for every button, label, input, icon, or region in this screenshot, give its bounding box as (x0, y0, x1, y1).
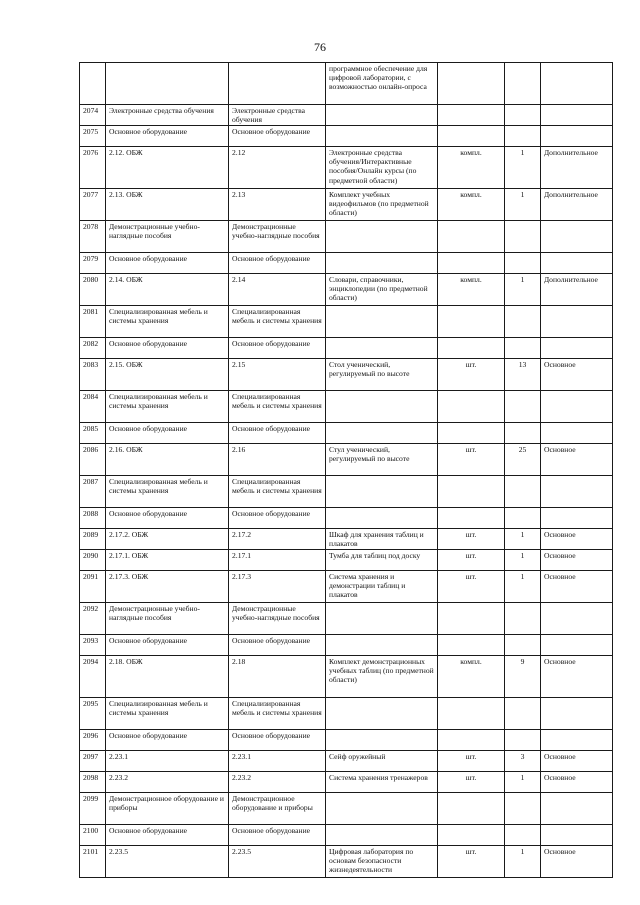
cell-unit (438, 63, 505, 105)
cell-quantity: 13 (505, 359, 541, 391)
cell-code: 2.16 (229, 444, 326, 476)
table-row (80, 751, 613, 772)
cell-quantity (505, 423, 541, 444)
table-row (80, 253, 613, 274)
cell-equipment-type (541, 635, 613, 656)
cell-unit (438, 253, 505, 274)
cell-section-name: Демонстрационное оборудование и приборы (106, 793, 229, 825)
cell-code: 2.17.1 (229, 550, 326, 571)
cell-code: 2.12 (229, 147, 326, 189)
cell-unit: компл. (438, 656, 505, 698)
cell-unit (438, 306, 505, 338)
cell-quantity: 1 (505, 147, 541, 189)
cell-section-name: Основное оборудование (106, 338, 229, 359)
cell-number: 2087 (80, 476, 106, 508)
cell-quantity (505, 221, 541, 253)
cell-section-name: Электронные средства обучения (106, 105, 229, 126)
cell-quantity: 1 (505, 550, 541, 571)
cell-description: Тумба для таблиц под доску (326, 550, 438, 571)
cell-number: 2077 (80, 189, 106, 221)
cell-unit: шт. (438, 444, 505, 476)
cell-unit (438, 793, 505, 825)
cell-code: Основное оборудование (229, 825, 326, 846)
cell-section-name: Основное оборудование (106, 635, 229, 656)
cell-unit (438, 825, 505, 846)
cell-number: 2092 (80, 603, 106, 635)
cell-section-name: Демонстрационные учебно-наглядные пособия (106, 603, 229, 635)
table-row (80, 508, 613, 529)
cell-unit: шт. (438, 550, 505, 571)
cell-equipment-type (541, 126, 613, 147)
cell-quantity (505, 105, 541, 126)
table-row (80, 306, 613, 338)
cell-description (326, 825, 438, 846)
cell-equipment-type: Дополнительное (541, 147, 613, 189)
cell-equipment-type (541, 730, 613, 751)
cell-code: 2.15 (229, 359, 326, 391)
cell-unit (438, 423, 505, 444)
cell-unit (438, 635, 505, 656)
cell-description: Шкаф для хранения таблиц и плакатов (326, 529, 438, 550)
cell-section-name: Демонстрационные учебно-наглядные пособия (106, 221, 229, 253)
cell-section-name: 2.23.2 (106, 772, 229, 793)
cell-equipment-type (541, 253, 613, 274)
cell-equipment-type: Дополнительное (541, 274, 613, 306)
cell-unit: шт. (438, 529, 505, 550)
cell-number: 2074 (80, 105, 106, 126)
cell-code: Основное оборудование (229, 730, 326, 751)
cell-description (326, 423, 438, 444)
cell-section-name: 2.16. ОБЖ (106, 444, 229, 476)
cell-code: 2.23.1 (229, 751, 326, 772)
table-row (80, 126, 613, 147)
cell-equipment-type (541, 306, 613, 338)
cell-description (326, 253, 438, 274)
cell-unit: компл. (438, 274, 505, 306)
cell-code: Основное оборудование (229, 253, 326, 274)
cell-quantity (505, 306, 541, 338)
cell-code: Демонстрационные учебно-наглядные пособия (229, 603, 326, 635)
cell-equipment-type (541, 105, 613, 126)
cell-description: Сейф оружейный (326, 751, 438, 772)
cell-code: 2.17.2 (229, 529, 326, 550)
cell-equipment-type (541, 698, 613, 730)
cell-unit: компл. (438, 189, 505, 221)
table-row (80, 635, 613, 656)
cell-quantity (505, 793, 541, 825)
equipment-table (79, 62, 613, 878)
cell-quantity (505, 391, 541, 423)
cell-equipment-type: Дополнительное (541, 189, 613, 221)
table-row (80, 772, 613, 793)
cell-description (326, 730, 438, 751)
table-row (80, 359, 613, 391)
cell-quantity (505, 63, 541, 105)
cell-quantity: 1 (505, 529, 541, 550)
cell-section-name: 2.14. ОБЖ (106, 274, 229, 306)
cell-code: Специализированная мебель и системы хранения (229, 306, 326, 338)
cell-description (326, 698, 438, 730)
cell-number: 2089 (80, 529, 106, 550)
cell-unit (438, 603, 505, 635)
cell-unit: шт. (438, 571, 505, 603)
table-row (80, 105, 613, 126)
cell-description: Стол ученический, регулируемый по высоте (326, 359, 438, 391)
cell-unit: шт. (438, 751, 505, 772)
cell-code: 2.23.2 (229, 772, 326, 793)
cell-code: 2.17.3 (229, 571, 326, 603)
table-row (80, 147, 613, 189)
cell-code: Электронные средства обучения (229, 105, 326, 126)
cell-quantity (505, 476, 541, 508)
cell-number: 2081 (80, 306, 106, 338)
table-row (80, 825, 613, 846)
cell-section-name: 2.12. ОБЖ (106, 147, 229, 189)
cell-description: Словари, справочники, энциклопедии (по предметной области) (326, 274, 438, 306)
cell-equipment-type (541, 825, 613, 846)
cell-code: Основное оборудование (229, 126, 326, 147)
cell-code: Демонстрационные учебно-наглядные пособия (229, 221, 326, 253)
cell-equipment-type: Основное (541, 571, 613, 603)
cell-number (80, 63, 106, 105)
cell-number: 2079 (80, 253, 106, 274)
cell-equipment-type (541, 508, 613, 529)
cell-section-name: 2.23.5 (106, 846, 229, 878)
cell-description (326, 635, 438, 656)
cell-number: 2088 (80, 508, 106, 529)
cell-section-name: Основное оборудование (106, 730, 229, 751)
cell-section-name: 2.17.1. ОБЖ (106, 550, 229, 571)
cell-number: 2080 (80, 274, 106, 306)
cell-code: 2.13 (229, 189, 326, 221)
cell-unit (438, 476, 505, 508)
cell-description (326, 126, 438, 147)
cell-section-name: 2.13. ОБЖ (106, 189, 229, 221)
cell-quantity: 1 (505, 274, 541, 306)
table-row (80, 529, 613, 550)
cell-number: 2086 (80, 444, 106, 476)
cell-number: 2076 (80, 147, 106, 189)
cell-description (326, 793, 438, 825)
cell-quantity: 3 (505, 751, 541, 772)
cell-quantity (505, 253, 541, 274)
cell-quantity: 1 (505, 189, 541, 221)
cell-unit (438, 508, 505, 529)
cell-quantity (505, 825, 541, 846)
cell-code: Демонстрационное оборудование и приборы (229, 793, 326, 825)
cell-unit: шт. (438, 772, 505, 793)
equipment-table-body (80, 63, 613, 878)
cell-description (326, 221, 438, 253)
cell-equipment-type: Основное (541, 751, 613, 772)
cell-description: Цифровая лаборатория по основам безопасности жизнедеятельности (326, 846, 438, 878)
cell-description: Комплект демонстрационных учебных таблиц (по предметной области) (326, 656, 438, 698)
cell-quantity (505, 635, 541, 656)
cell-number: 2099 (80, 793, 106, 825)
table-row (80, 550, 613, 571)
cell-equipment-type (541, 63, 613, 105)
cell-quantity: 9 (505, 656, 541, 698)
cell-code (229, 63, 326, 105)
cell-quantity: 1 (505, 772, 541, 793)
cell-equipment-type: Основное (541, 444, 613, 476)
cell-section-name: Основное оборудование (106, 253, 229, 274)
table-row (80, 846, 613, 878)
cell-equipment-type (541, 338, 613, 359)
cell-number: 2093 (80, 635, 106, 656)
cell-number: 2084 (80, 391, 106, 423)
cell-code: Специализированная мебель и системы хранения (229, 476, 326, 508)
cell-description: программное обеспечение для цифровой лаборатории, с возможностью онлайн-опроса (326, 63, 438, 105)
cell-equipment-type (541, 423, 613, 444)
cell-quantity: 1 (505, 846, 541, 878)
cell-code: Основное оборудование (229, 423, 326, 444)
table-row (80, 476, 613, 508)
table-row (80, 338, 613, 359)
cell-number: 2085 (80, 423, 106, 444)
cell-section-name: 2.17.2. ОБЖ (106, 529, 229, 550)
cell-number: 2075 (80, 126, 106, 147)
cell-equipment-type (541, 391, 613, 423)
cell-quantity: 25 (505, 444, 541, 476)
table-row (80, 221, 613, 253)
cell-code: 2.23.5 (229, 846, 326, 878)
cell-description (326, 105, 438, 126)
cell-number: 2100 (80, 825, 106, 846)
cell-description: Стул ученический, регулируемый по высоте (326, 444, 438, 476)
cell-equipment-type: Основное (541, 846, 613, 878)
cell-equipment-type: Основное (541, 772, 613, 793)
cell-code: Основное оборудование (229, 508, 326, 529)
cell-quantity: 1 (505, 571, 541, 603)
cell-description: Комплект учебных видеофильмов (по предметной области) (326, 189, 438, 221)
table-row (80, 656, 613, 698)
cell-equipment-type: Основное (541, 656, 613, 698)
cell-unit (438, 698, 505, 730)
cell-unit (438, 126, 505, 147)
cell-section-name: Специализированная мебель и системы хранения (106, 391, 229, 423)
cell-description (326, 508, 438, 529)
cell-unit: шт. (438, 359, 505, 391)
cell-number: 2083 (80, 359, 106, 391)
cell-unit (438, 221, 505, 253)
cell-quantity (505, 730, 541, 751)
cell-number: 2096 (80, 730, 106, 751)
cell-unit (438, 391, 505, 423)
cell-number: 2098 (80, 772, 106, 793)
cell-description (326, 476, 438, 508)
cell-description: Система хранения тренажеров (326, 772, 438, 793)
cell-unit (438, 338, 505, 359)
table-row (80, 63, 613, 105)
cell-section-name: Основное оборудование (106, 126, 229, 147)
cell-number: 2091 (80, 571, 106, 603)
cell-quantity (505, 126, 541, 147)
table-row (80, 698, 613, 730)
cell-equipment-type (541, 476, 613, 508)
page-number: 76 (314, 40, 326, 54)
cell-equipment-type: Основное (541, 359, 613, 391)
table-row (80, 730, 613, 751)
cell-section-name: Специализированная мебель и системы хранения (106, 306, 229, 338)
cell-code: 2.14 (229, 274, 326, 306)
table-row (80, 391, 613, 423)
table-row (80, 274, 613, 306)
table-row (80, 571, 613, 603)
cell-code: Специализированная мебель и системы хранения (229, 391, 326, 423)
cell-equipment-type: Основное (541, 529, 613, 550)
cell-equipment-type (541, 793, 613, 825)
cell-description (326, 306, 438, 338)
cell-section-name: 2.18. ОБЖ (106, 656, 229, 698)
cell-section-name: 2.17.3. ОБЖ (106, 571, 229, 603)
cell-description: Электронные средства обучения/Интерактивные пособия/Онлайн курсы (по предметной области) (326, 147, 438, 189)
cell-section-name (106, 63, 229, 105)
cell-number: 2094 (80, 656, 106, 698)
cell-section-name: Основное оборудование (106, 423, 229, 444)
table-row (80, 189, 613, 221)
cell-code: 2.18 (229, 656, 326, 698)
cell-section-name: Основное оборудование (106, 508, 229, 529)
cell-section-name: 2.15. ОБЖ (106, 359, 229, 391)
cell-equipment-type (541, 603, 613, 635)
cell-section-name: Основное оборудование (106, 825, 229, 846)
cell-code: Специализированная мебель и системы хранения (229, 698, 326, 730)
cell-description (326, 391, 438, 423)
cell-unit: компл. (438, 147, 505, 189)
cell-description: Система хранения и демонстрации таблиц и плакатов (326, 571, 438, 603)
cell-section-name: Специализированная мебель и системы хранения (106, 476, 229, 508)
cell-code: Основное оборудование (229, 635, 326, 656)
table-row (80, 444, 613, 476)
table-row (80, 603, 613, 635)
cell-equipment-type: Основное (541, 550, 613, 571)
cell-unit (438, 105, 505, 126)
cell-description (326, 603, 438, 635)
cell-number: 2095 (80, 698, 106, 730)
cell-number: 2101 (80, 846, 106, 878)
cell-description (326, 338, 438, 359)
cell-number: 2078 (80, 221, 106, 253)
cell-quantity (505, 338, 541, 359)
cell-quantity (505, 508, 541, 529)
cell-section-name: 2.23.1 (106, 751, 229, 772)
cell-number: 2082 (80, 338, 106, 359)
cell-unit (438, 730, 505, 751)
cell-quantity (505, 603, 541, 635)
cell-equipment-type (541, 221, 613, 253)
cell-unit: шт. (438, 846, 505, 878)
table-row (80, 793, 613, 825)
cell-quantity (505, 698, 541, 730)
table-row (80, 423, 613, 444)
cell-code: Основное оборудование (229, 338, 326, 359)
cell-section-name: Специализированная мебель и системы хранения (106, 698, 229, 730)
cell-number: 2097 (80, 751, 106, 772)
cell-number: 2090 (80, 550, 106, 571)
